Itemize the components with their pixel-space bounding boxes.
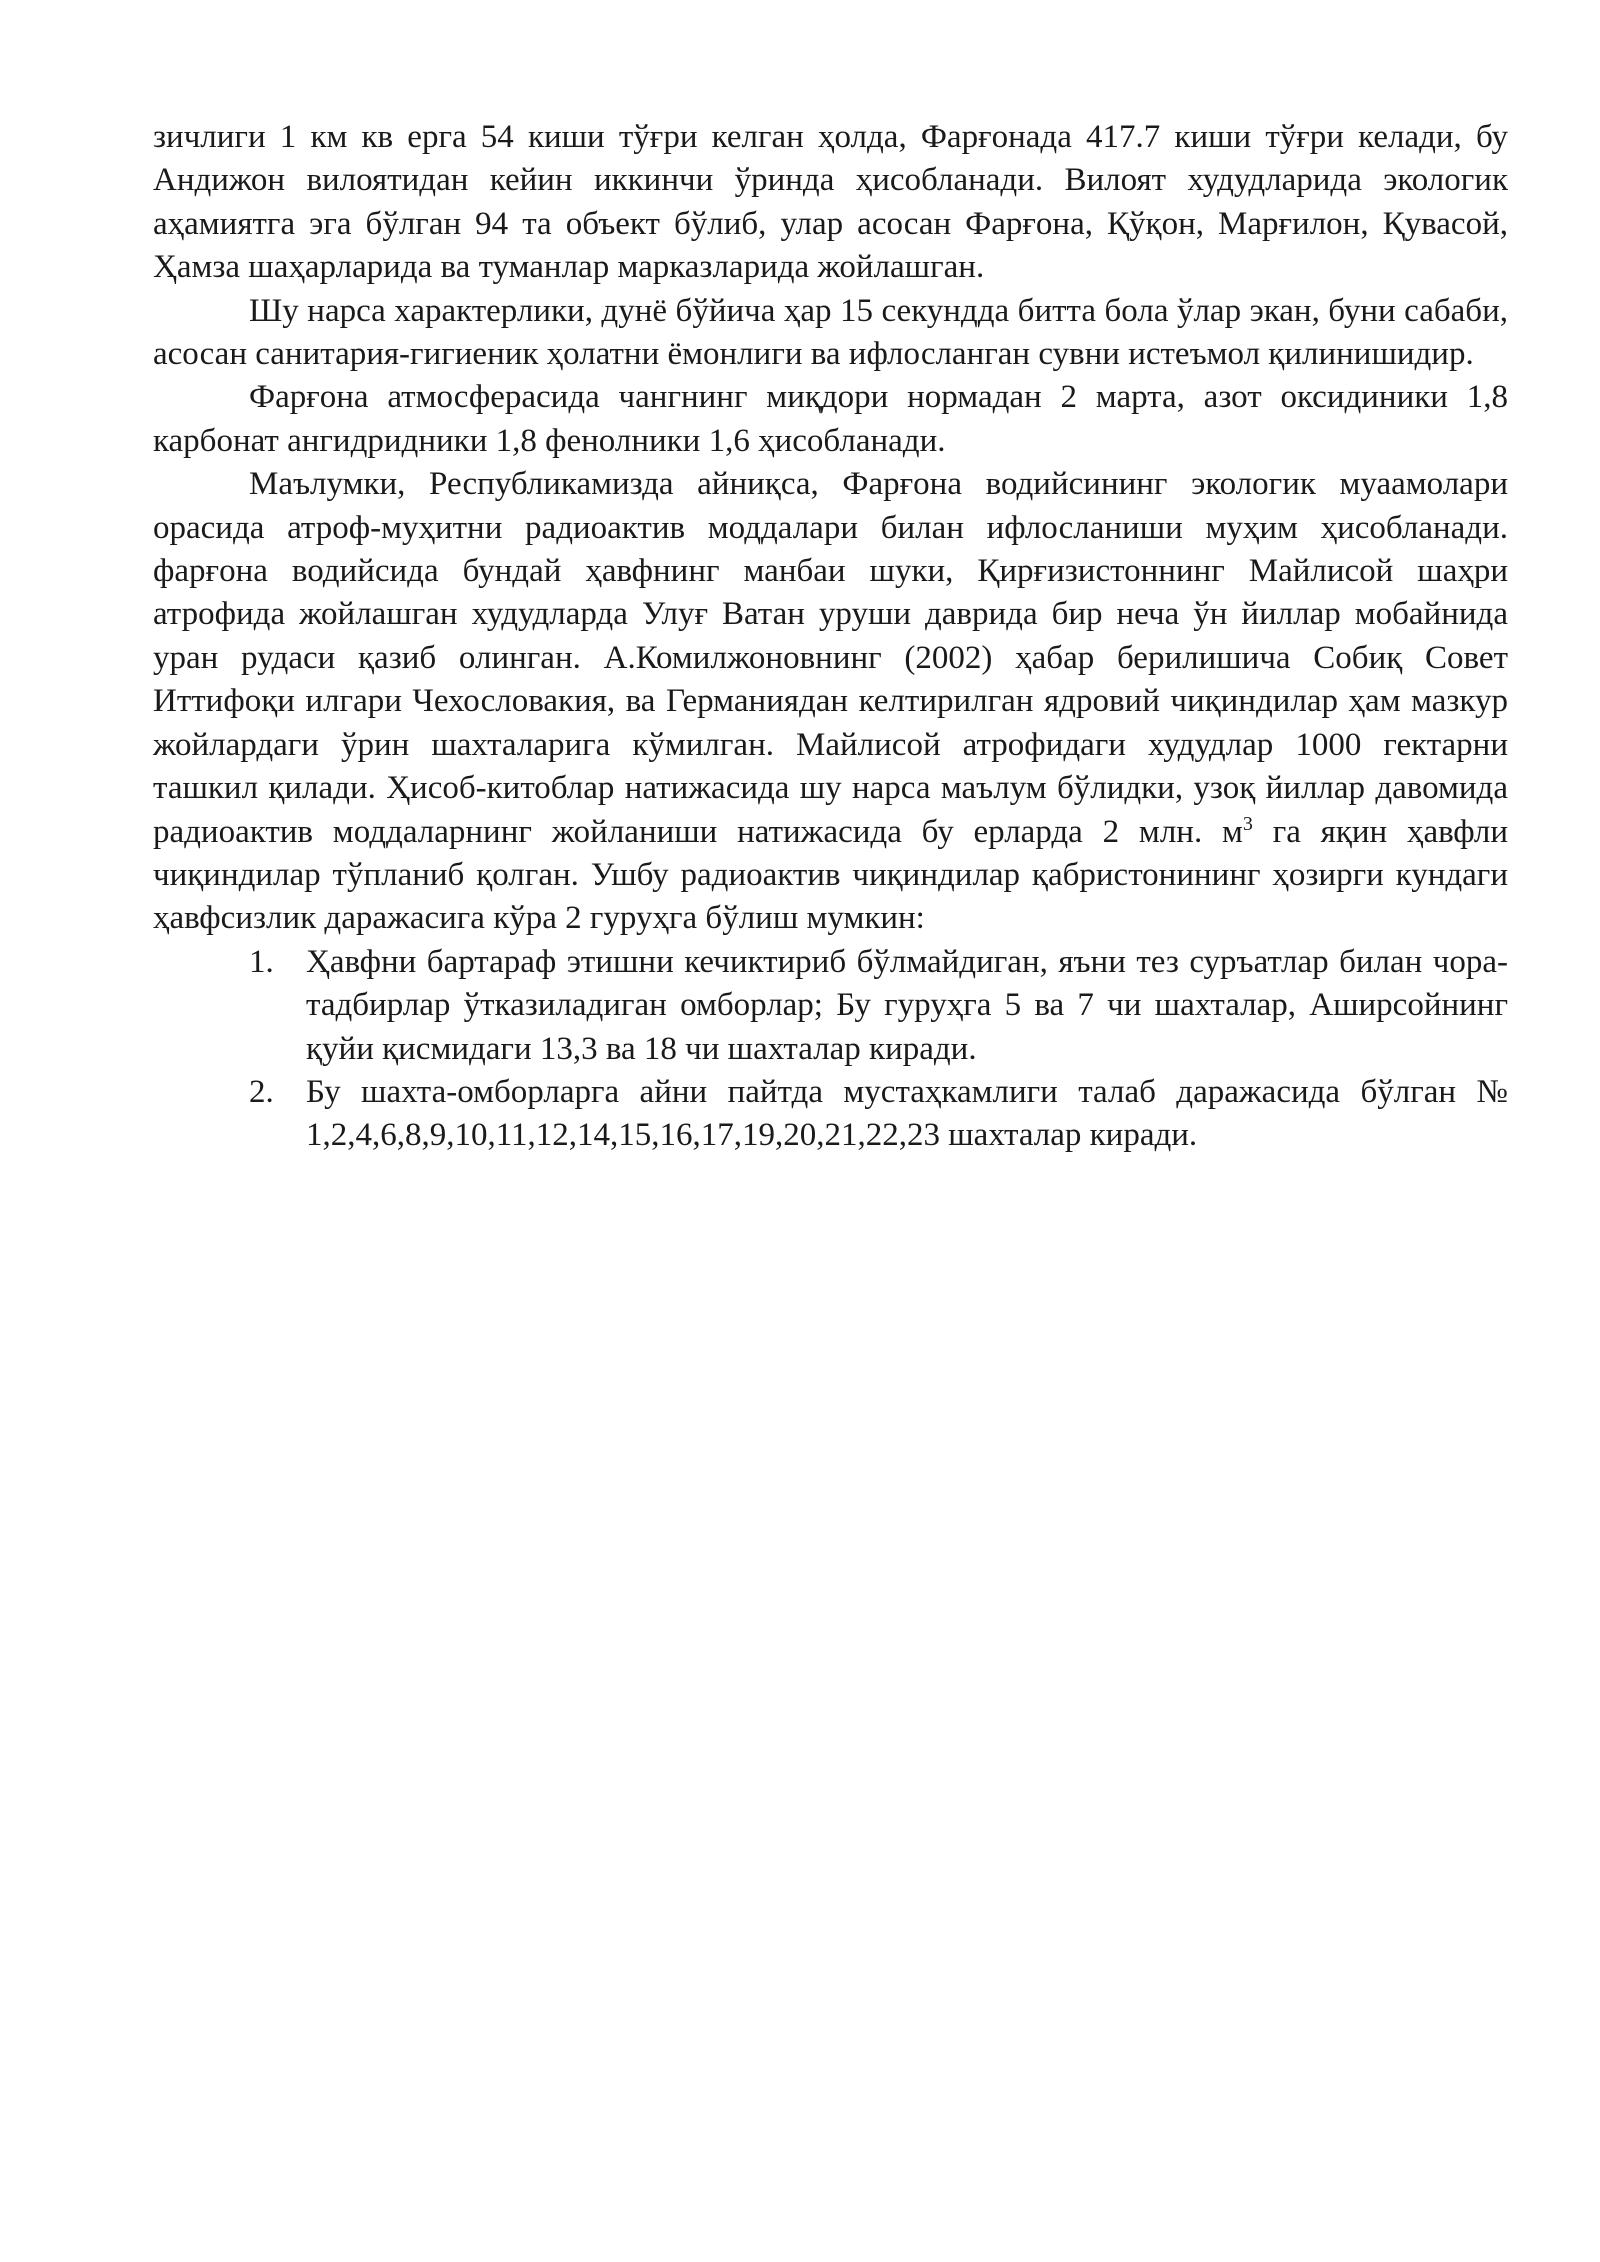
numbered-list — [153, 941, 1508, 1158]
paragraph-atmosphere-dust: Фарғона атмосферасида чангнинг миқдори нормадан 2 марта, азот оксидиники 1,8 карбонат ангидридники 1,8 фенолники 1,6 ҳисобланади. — [153, 379, 1508, 459]
paragraph-population-density: зичлиги 1 км кв ерга 54 киши тўғри келган ҳолда, Фарғонада 417.7 киши тўғри келади, бу Андижон вилоятидан кейин иккинчи ўринда ҳисобланади. Вилоят худудларида экологик аҳамиятга эга бўлган 94 та объект бўлиб, улар асосан Фарғона, Қўқон, Марғилон, Қувасой, Ҳамза шаҳарларида ва туманлар марказларида жойлашган. — [153, 119, 1508, 286]
paragraph-child-mortality: Шу нарса характерлики, дунё бўйича ҳар 15 секундда битта бола ўлар экан, буни сабаби, асосан санитария-гигиеник ҳолатни ёмонлиги ва ифлосланган сувни истеъмол қилинишидир. — [153, 292, 1508, 373]
paragraph-text-before-superscript: Маълумки, Республикамизда айниқса, Фарғона водийсининг экологик муаамолари орасида атроф-муҳитни радиоактив моддалари билан ифлосланиши муҳим ҳисобланади. фарғона водийсида бундай ҳавфнинг манбаи шуки, Қирғизистоннинг Майлисой шаҳри атрофида жойлашган худудларда Улуғ Ватан уруши даврида бир неча ўн йиллар мобайнида уран рудаси қазиб олинган. А.Комилжоновнинг (2002) ҳабар берилишича Собиқ Совет Иттифоқи илгари Чехословакия, ва Германиядан келтирилган ядровий чиқиндилар ҳам мазкур жойлардаги ўрин шахталарига кўмилган. Майлисой атрофидаги худудлар 1000 гектарни ташкил қилади. Ҳисоб-китоблар натижасида шу нарса маълум бўлидки, узоқ йиллар давомида радиоактив моддаларнинг жойланиши натижасида бу ерларда 2 млн. м — [153, 466, 1508, 850]
list-item — [153, 941, 1508, 1071]
list-item-text: Бу шахта-омборларга айни пайтда мустаҳкамлиги талаб даражасида бўлган № 1,2,4,6,8,9,10,11,12,14,15,16,17,19,20,21,22,23 шахталар киради. — [306, 1073, 1508, 1154]
list-item-text: Ҳавфни бартараф этишни кечиктириб бўлмайдиган, яъни тез суръатлар билан чора-тадбирлар ўтказиладиган омборлар; Бу гуруҳга 5 ва 7 чи шахталар, Аширсойнинг қуйи қисмидаги 13,3 ва 18 чи шахталар киради. — [306, 943, 1508, 1067]
superscript-cubic: 3 — [1242, 812, 1253, 835]
paragraph-radioactive-waste — [153, 463, 1508, 940]
list-item-number: 1. — [249, 943, 274, 980]
paragraph-text-after-superscript: га яқин ҳавфли чиқиндилар тўпланиб қолган. Ушбу радиоактив чиқиндилар қабристонининг ҳозирги кундаги ҳавфсизлик даражасига кўра 2 гуруҳга бўлиш мумкин: — [153, 813, 1508, 937]
list-item — [153, 1071, 1508, 1158]
list-item-number: 2. — [249, 1073, 274, 1110]
document-page — [153, 116, 1508, 1158]
